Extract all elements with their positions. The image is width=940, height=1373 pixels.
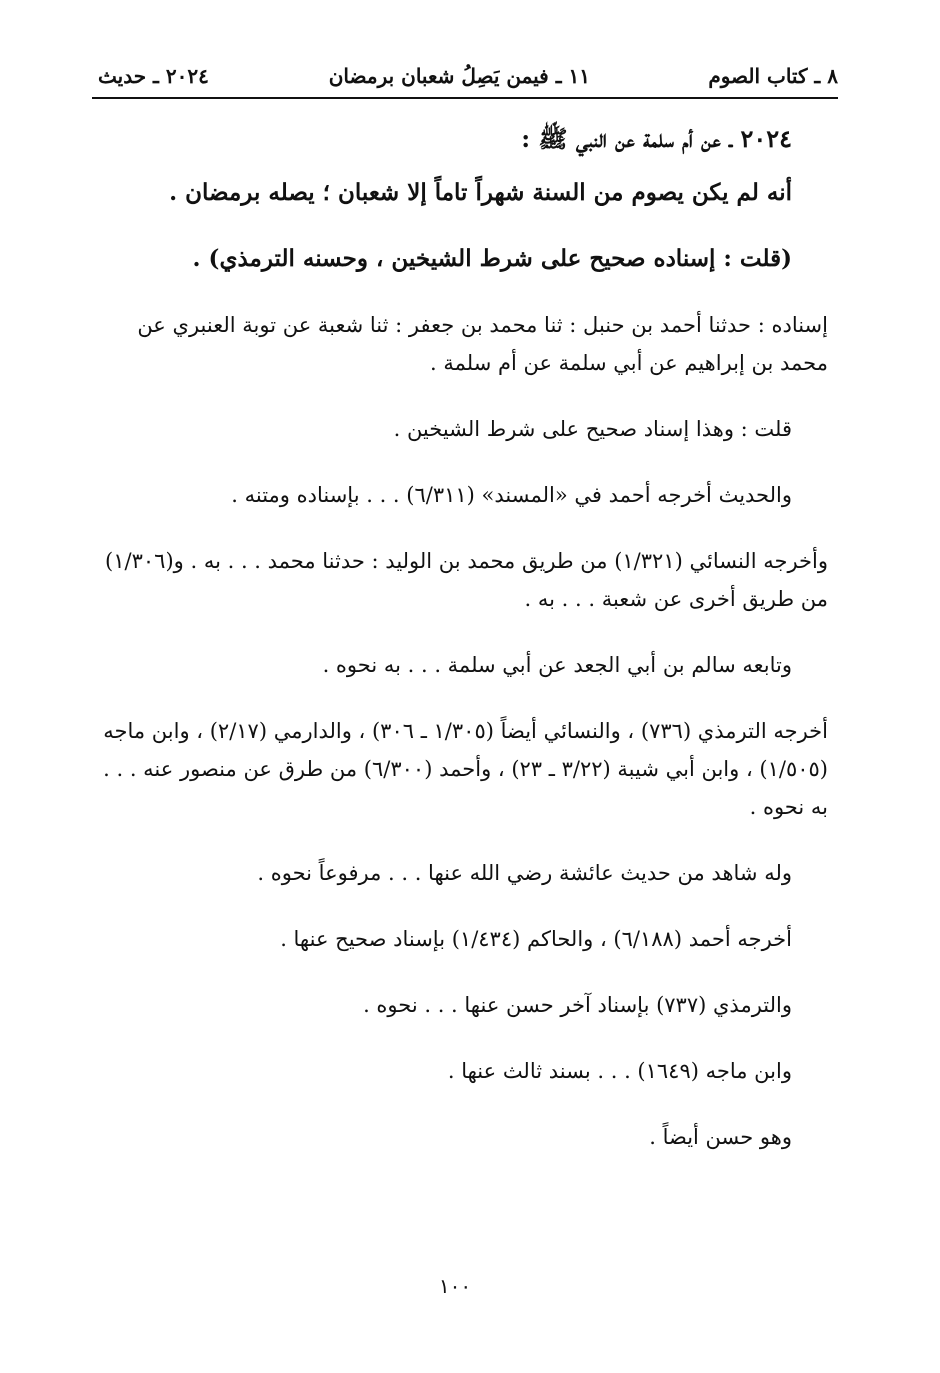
paragraph-tirmidhi: والترمذي (٧٣٧) بإسناد آخر حسن عنها . . . نحوه . [363,993,792,1017]
paragraph-isnad: إسناده : حدثنا أحمد بن حنبل : ثنا محمد بن جعفر : ثنا شعبة عن توبة العنبري عن محمد بن إبراهيم عن أبي سلمة عن أم سلمة . [137,313,828,375]
hadith-matn: أنه لم يكن يصوم من السنة شهراً تاماً إلا شعبان ؛ يصله برمضان . [169,179,792,206]
paragraph-ahmad: والحديث أخرجه أحمد في «المسند» (٦/٣١١) . . . بإسناده ومتنه . [231,483,792,507]
paragraph-ahmad-hakim: أخرجه أحمد (٦/١٨٨) ، والحاكم (١/٤٣٤) بإسناد صحيح عنها . [280,927,792,951]
header-rule [92,97,838,99]
header-hadith-number: ٢٠٢٤ ـ حديث [98,64,209,88]
paragraph-conclusion: وهو حسن أيضاً . [649,1125,792,1149]
page-body [96,120,828,1184]
paragraph-mutabaah: وتابعه سالم بن أبي الجعد عن أبي سلمة . . . به نحوه . [322,653,792,677]
paragraph-takhrij: أخرجه الترمذي (٧٣٦) ، والنسائي أيضاً (١/٣٠٥ ـ ٣٠٦) ، والدارمي (٢/١٧) ، وابن ماجه (١/٥٠٥) ، وابن أبي شيبة (٣/٢٢ ـ ٢٣) ، وأحمد (٦/٣٠٠) من طرق عن منصور عنه . . . به نحوه . [103,719,828,819]
hadith-verdict: (قلت : إسناده صحيح على شرط الشيخين ، وحسنه الترمذي) . [192,245,792,272]
paragraph-comment: قلت : وهذا إسناد صحيح على شرط الشيخين . [393,417,792,441]
paragraph-ibn-majah: وابن ماجه (١٦٤٩) . . . بسند ثالث عنها . [447,1059,792,1083]
header-chapter: ٨ ـ كتاب الصوم [708,64,838,88]
hadith-title: ٢٠٢٤ ـ عن أم سلمة عن النبي ﷺ : [521,124,792,153]
running-header [92,60,838,100]
page-number: ١٠٠ [438,1274,472,1298]
paragraph-shahid: وله شاهد من حديث عائشة رضي الله عنها . . . مرفوعاً نحوه . [257,861,792,885]
header-section: ١١ ـ فيمن يَصِلُ شعبان برمضان [328,64,590,88]
paragraph-nasai: وأخرجه النسائي (١/٣٢١) من طريق محمد بن الوليد : حدثنا محمد . . . به . و(١/٣٠٦) من طريق أخرى عن شعبة . . . به . [105,549,828,611]
